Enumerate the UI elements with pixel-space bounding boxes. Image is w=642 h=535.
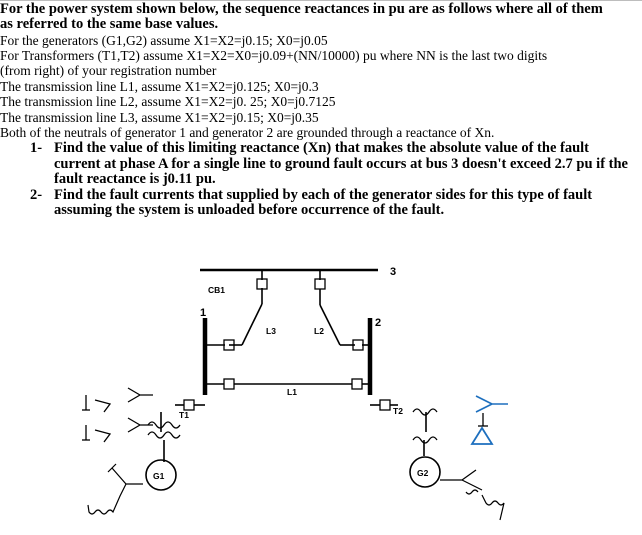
t2-wye-symbol <box>476 396 508 412</box>
neutrals-spec: Both of the neutrals of generator 1 and generator 2 are grounded through a reactance of Xn. <box>0 125 495 140</box>
bus-1-label: 1 <box>200 307 207 319</box>
bus-3-label: 3 <box>390 266 397 278</box>
breaker-cb1 <box>257 279 267 289</box>
question-2-line-b: assuming the system is unloaded before occurrence of the fault. <box>54 202 445 218</box>
breaker-l2-bus3 <box>315 279 325 289</box>
t1-label: T1 <box>179 410 189 420</box>
l1-label: L1 <box>287 387 297 397</box>
line-l1-spec: The transmission line L1, assume X1=X2=j0.125; X0=j0.3 <box>0 79 319 94</box>
g1-neutral-reactance <box>88 484 126 514</box>
question-1-number: 1- <box>30 140 43 156</box>
transformers-spec: For Transformers (T1,T2) assume X1=X2=X0=j0.09+(NN/10000) pu where NN is the last two digits <box>0 48 548 63</box>
l2-label: L2 <box>314 326 324 336</box>
t2-secondary-winding <box>413 437 437 443</box>
breaker-t2 <box>380 400 390 410</box>
question-1-line-b: current at phase A for a single line to ground fault occurs at bus 3 doesn't exceed 2.7 pu if the <box>54 156 628 172</box>
breaker-l1-bus2 <box>352 379 362 389</box>
intro-line-2: as referred to the same base values. <box>0 16 219 32</box>
transformers-spec-cont: (from right) of your registration number <box>0 63 217 78</box>
t2-primary-winding <box>413 409 437 415</box>
bus-2-label: 2 <box>375 317 382 329</box>
line-l2-spec: The transmission line L2, assume X1=X2=j0. 25; X0=j0.7125 <box>0 94 336 109</box>
t2-label: T2 <box>393 406 403 416</box>
question-2-line-a: Find the fault currents that supplied by each of the generator sides for this type of fault <box>54 187 593 203</box>
g2-neutral-reactance <box>482 495 504 520</box>
question-1-line-a: Find the value of this limiting reactance (Xn) that makes the absolute value of the fault <box>54 140 589 156</box>
breaker-t1 <box>184 400 194 410</box>
question-2-number: 2- <box>30 187 43 203</box>
generators-spec: For the generators (G1,G2) assume X1=X2=j0.15; X0=j0.05 <box>0 33 328 48</box>
intro-line-1: For the power system shown below, the sequence reactances in pu are as follows where all of them <box>0 1 603 17</box>
line-l3-spec: The transmission line L3, assume X1=X2=j0.15; X0=j0.35 <box>0 110 319 125</box>
l3-label: L3 <box>266 326 276 336</box>
t1-secondary-winding <box>148 432 180 438</box>
breaker-l1-bus1 <box>224 379 234 389</box>
g1-label: G1 <box>153 471 165 481</box>
t2-delta-symbol <box>472 428 492 444</box>
cb1-label: CB1 <box>208 285 226 295</box>
g2-label: G2 <box>417 468 429 478</box>
question-1-line-c: fault reactance is j0.11 pu. <box>54 171 216 187</box>
